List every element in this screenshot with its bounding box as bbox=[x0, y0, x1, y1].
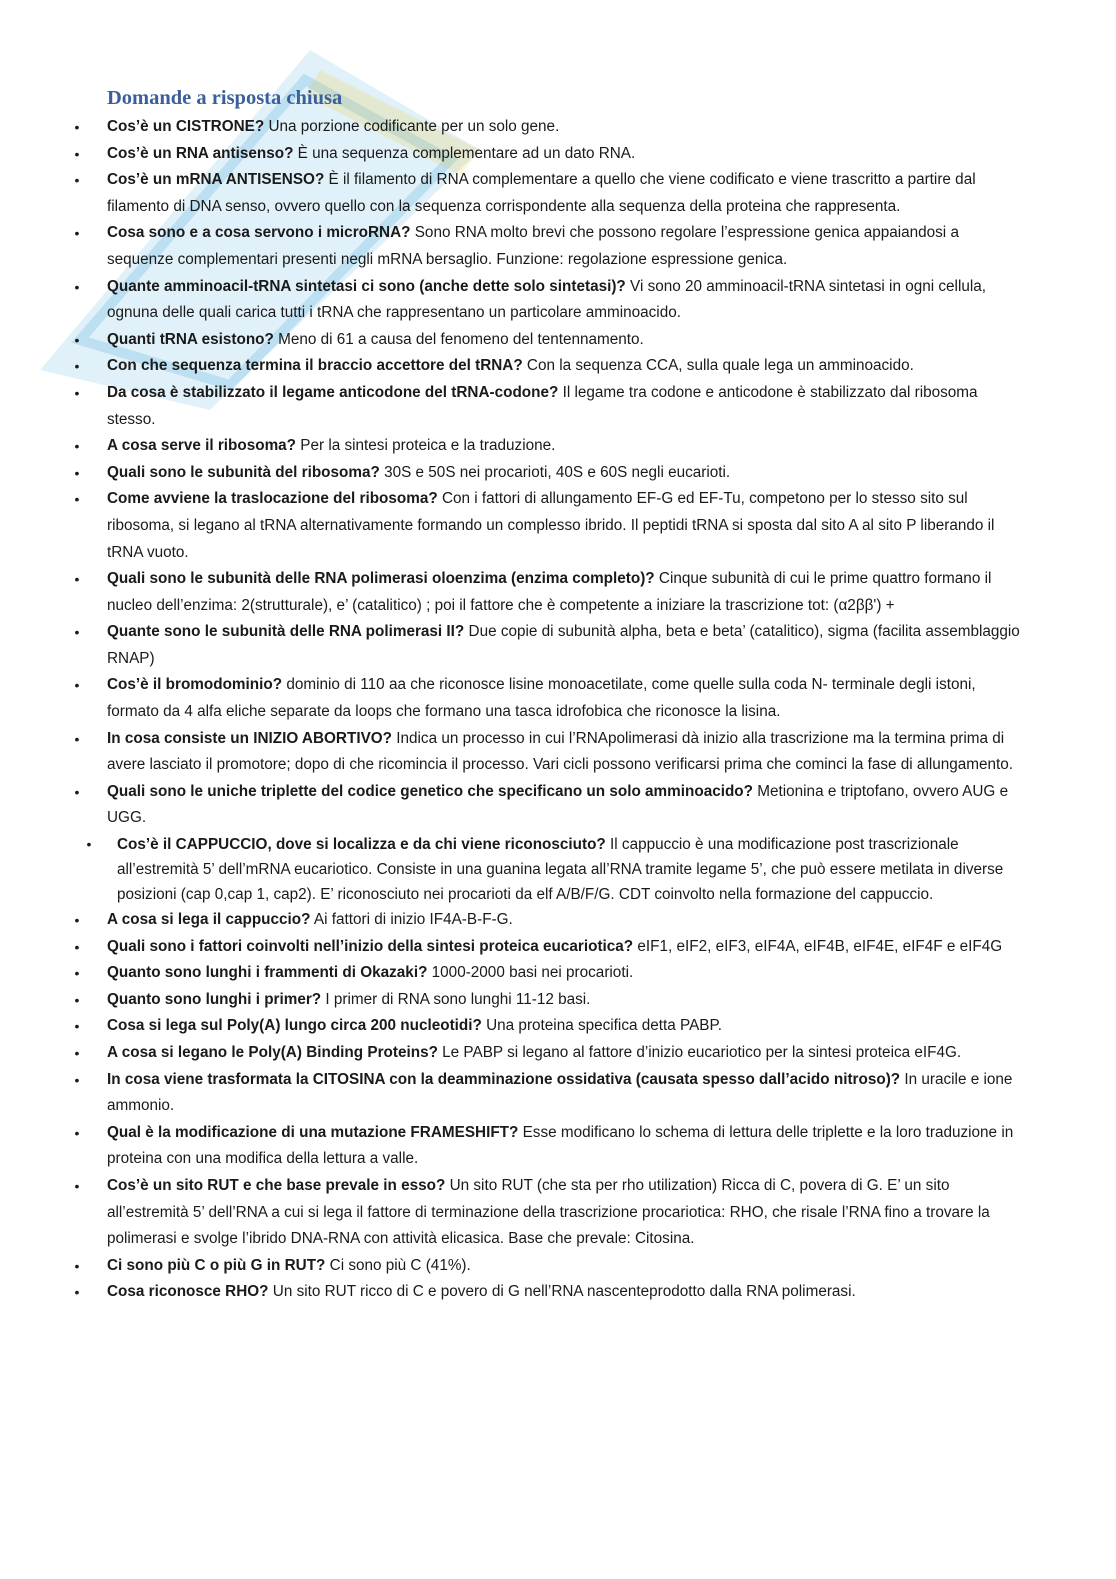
bullet-icon: • bbox=[74, 172, 80, 189]
answer-text: Due copie di subunità alpha, beta e beta’ (catalitico), sigma (facilita assemblaggio RNAP) bbox=[107, 623, 1020, 667]
bullet-icon: • bbox=[74, 1124, 80, 1141]
answer-text: Per la sintesi proteica e la traduzione. bbox=[296, 437, 556, 455]
bullet-icon: • bbox=[74, 1177, 80, 1194]
bullet-icon: • bbox=[74, 225, 80, 242]
bullet-icon: • bbox=[74, 1071, 80, 1088]
question-text: Cos’è un RNA antisenso? bbox=[107, 144, 294, 162]
question-text: Quali sono i fattori coinvolti nell’inizio della sintesi proteica eucariotica? bbox=[107, 937, 634, 955]
bullet-icon: • bbox=[74, 358, 80, 375]
question-text: Cosa sono e a cosa servono i microRNA? bbox=[107, 224, 411, 242]
question-text: In cosa viene trasformata la CITOSINA con la deamminazione ossidativa (causata spesso dall’acido nitroso)? bbox=[107, 1070, 901, 1088]
question-text: Come avviene la traslocazione del ribosoma? bbox=[107, 490, 438, 508]
question-text: Cosa riconosce RHO? bbox=[107, 1283, 269, 1301]
question-text: Cos’è un CISTRONE? bbox=[107, 118, 265, 135]
bullet-icon: • bbox=[74, 1018, 80, 1035]
question-text: Cos’è un sito RUT e che base prevale in esso? bbox=[107, 1176, 446, 1194]
qa-item bbox=[70, 353, 1020, 380]
question-text: Quali sono le subunità delle RNA polimerasi oloenzima (enzima completo)? bbox=[107, 570, 655, 588]
question-text: Da cosa è stabilizzato il legame anticodone del tRNA-codone? bbox=[107, 383, 559, 401]
answer-text: In uracile e ione ammonio. bbox=[107, 1070, 1013, 1115]
section-heading: Domande a risposta chiusa bbox=[107, 87, 343, 109]
answer-text: Esse modificano lo schema di lettura delle triplette e la loro traduzione in proteina con una modifica della lettura a valle. bbox=[107, 1123, 1014, 1168]
bullet-icon: • bbox=[74, 938, 80, 955]
qa-item bbox=[70, 486, 1020, 566]
qa-item bbox=[70, 1279, 1020, 1306]
qa-item bbox=[70, 433, 1020, 460]
bullet-icon: • bbox=[74, 1257, 80, 1274]
question-text: Cos’è il CAPPUCCIO, dove si localizza e da chi viene riconosciuto? bbox=[117, 836, 606, 854]
qa-item bbox=[70, 327, 1020, 354]
qa-item bbox=[70, 907, 1020, 934]
qa-item bbox=[70, 779, 1020, 832]
question-text: A cosa si lega il cappuccio? bbox=[107, 911, 311, 929]
bullet-icon: • bbox=[74, 331, 80, 348]
qa-item bbox=[70, 726, 1020, 779]
question-text: Cos’è un mRNA ANTISENSO? bbox=[107, 171, 325, 189]
document-page bbox=[70, 84, 1020, 1306]
bullet-icon: • bbox=[74, 991, 80, 1008]
question-text: Quali sono le subunità del ribosoma? bbox=[107, 463, 380, 481]
qa-item bbox=[70, 1067, 1020, 1120]
qa-item bbox=[70, 141, 1020, 168]
answer-text: Le PABP si legano al fattore d’inizio eucariotico per la sintesi proteica eIF4G. bbox=[437, 1044, 962, 1061]
answer-text: Con i fattori di allungamento EF-G ed EF-Tu, competono per lo stesso sito sul ribosoma, si legano al tRNA alternativamente formando un complesso ibrido. Il peptidi tRNA si sposta dal sito A al sito P liberando il tRNA vuoto. bbox=[107, 490, 995, 561]
qa-item bbox=[70, 960, 1020, 987]
qa-item bbox=[70, 274, 1020, 327]
answer-text: Un sito RUT ricco di C e povero di G nell’RNA nascenteprodotto dalla RNA polimerasi. bbox=[268, 1283, 856, 1301]
question-text: Quante amminoacil-tRNA sintetasi ci sono (anche dette solo sintetasi)? bbox=[107, 277, 626, 295]
answer-text: Sono RNA molto brevi che possono regolare l’espressione genica appaiandosi a sequenze complementari presenti negli mRNA bersaglio. Funzione: regolazione espressione genica. bbox=[107, 224, 959, 268]
answer-text: Una porzione codificante per un solo gene. bbox=[264, 118, 560, 135]
bullet-icon: • bbox=[74, 571, 80, 588]
qa-item bbox=[70, 167, 1020, 220]
answer-text: Un sito RUT (che sta per rho utilization) Ricca di C, povera di G. E’ un sito all’estremità 5’ dell’RNA a cui si lega il fattore di terminazione della trascrizione procariotica: RHO, che risale l’RNA fino a trovare la polimerasi e svolge l’ibrido DNA-RNA con attività elicasica. Base che prevale: Citosina. bbox=[107, 1176, 990, 1248]
bullet-icon: • bbox=[74, 1284, 80, 1301]
qa-item bbox=[70, 1040, 1020, 1067]
question-text: Quante sono le subunità delle RNA polimerasi II? bbox=[107, 623, 465, 641]
question-text: In cosa consiste un INIZIO ABORTIVO? bbox=[107, 729, 393, 747]
answer-text: Indica un processo in cui l’RNApolimerasi dà inizio alla trascrizione ma la termina prima di avere lasciato il promotore; dopo di che ricomincia il processo. Vari cicli possono verificarsi prima che cominci la fase di allungamento. bbox=[107, 729, 1014, 774]
bullet-icon: • bbox=[74, 624, 80, 641]
question-text: Cos’è il bromodominio? bbox=[107, 676, 283, 694]
answer-text: È il filamento di RNA complementare a quello che viene codificato e viene trascritto a partire dal filamento di DNA senso, ovvero quello con la sequenza corrispondente alla sequenza della proteina che rappresenta. bbox=[107, 171, 976, 215]
bullet-icon: • bbox=[74, 119, 80, 135]
answer-text: 30S e 50S nei procarioti, 40S e 60S negli eucarioti. bbox=[379, 463, 731, 481]
answer-text: Il cappuccio è una modificazione post trascrizionale all’estremità 5’ dell’mRNA eucariotico. Consiste in una guanina legata all’RNA tramite legame 5’, che può essere metilata in diverse posizioni (cap 0,cap 1, cap2). E’ riconosciuto nei procarioti da elf A/B/F/G. CDT coinvolto nella formazione del cappuccio. bbox=[117, 836, 1004, 904]
qa-item bbox=[70, 566, 1020, 619]
bullet-icon: • bbox=[74, 491, 80, 508]
bullet-icon: • bbox=[74, 730, 80, 747]
answer-text: Ci sono più C (41%). bbox=[325, 1256, 471, 1274]
question-text: A cosa si legano le Poly(A) Binding Proteins? bbox=[107, 1044, 438, 1061]
bullet-icon: • bbox=[74, 783, 80, 800]
answer-text: Meno di 61 a causa del fenomeno del tentennamento. bbox=[273, 330, 644, 348]
bullet-icon: • bbox=[86, 836, 92, 853]
answer-text: Vi sono 20 amminoacil-tRNA sintetasi in ogni cellula, ognuna delle quali carica tutti i tRNA che rappresentano un particolare amminoacido. bbox=[107, 277, 987, 322]
bullet-icon: • bbox=[74, 438, 80, 455]
question-text: Quali sono le uniche triplette del codice genetico che specificano un solo amminoacido? bbox=[107, 782, 753, 800]
qa-item bbox=[70, 114, 1020, 141]
qa-item bbox=[70, 1013, 1020, 1040]
answer-text: È una sequenza complementare ad un dato RNA. bbox=[293, 144, 636, 162]
bullet-icon: • bbox=[74, 464, 80, 481]
question-text: A cosa serve il ribosoma? bbox=[107, 437, 297, 455]
question-text: Ci sono più C o più G in RUT? bbox=[107, 1256, 326, 1274]
question-text: Qual è la modificazione di una mutazione FRAMESHIFT? bbox=[107, 1123, 519, 1141]
answer-text: Cinque subunità di cui le prime quattro formano il nucleo dell’enzima: 2(strutturale), e’ (catalitico) ; poi il fattore che è competente a iniziare la trascrizione tot: (α2ββ') + bbox=[107, 570, 992, 614]
answer-text: 1000-2000 basi nei procarioti. bbox=[427, 964, 634, 982]
qa-item bbox=[70, 1253, 1020, 1280]
bullet-icon: • bbox=[74, 965, 80, 982]
answer-text: eIF1, eIF2, eIF3, eIF4A, eIF4B, eIF4E, eIF4F e eIF4G bbox=[633, 937, 1003, 955]
bullet-icon: • bbox=[74, 1045, 80, 1061]
bullet-icon: • bbox=[74, 384, 80, 401]
answer-text: I primer di RNA sono lunghi 11-12 basi. bbox=[321, 990, 591, 1008]
qa-item bbox=[70, 987, 1020, 1014]
qa-item bbox=[70, 220, 1020, 273]
qa-list bbox=[70, 114, 1020, 1306]
question-text: Quanto sono lunghi i frammenti di Okazaki? bbox=[107, 964, 428, 982]
question-text: Quanti tRNA esistono? bbox=[107, 330, 274, 348]
qa-item bbox=[70, 619, 1020, 672]
question-text: Con che sequenza termina il braccio accettore del tRNA? bbox=[107, 357, 523, 375]
bullet-icon: • bbox=[74, 278, 80, 295]
question-text: Quanto sono lunghi i primer? bbox=[107, 990, 322, 1008]
qa-item bbox=[70, 460, 1020, 487]
qa-item bbox=[70, 934, 1020, 961]
bullet-icon: • bbox=[74, 145, 80, 162]
qa-item bbox=[70, 1173, 1020, 1253]
answer-text: Metionina e triptofano, ovvero AUG e UGG. bbox=[107, 782, 1009, 827]
question-text: Cosa si lega sul Poly(A) lungo circa 200 nucleotidi? bbox=[107, 1017, 482, 1035]
bullet-icon: • bbox=[74, 677, 80, 694]
qa-item bbox=[70, 832, 1020, 907]
answer-text: Ai fattori di inizio IF4A-B-F-G. bbox=[310, 911, 513, 929]
answer-text: Con la sequenza CCA, sulla quale lega un amminoacido. bbox=[522, 357, 914, 375]
qa-item bbox=[70, 672, 1020, 725]
answer-text: Una proteina specifica detta PABP. bbox=[481, 1017, 722, 1035]
qa-item bbox=[70, 380, 1020, 433]
answer-text: Il legame tra codone e anticodone è stabilizzato dal ribosoma stesso. bbox=[107, 383, 978, 428]
bullet-icon: • bbox=[74, 912, 80, 929]
qa-item bbox=[70, 1120, 1020, 1173]
answer-text: dominio di 110 aa che riconosce lisine monoacetilate, come quelle sulla coda N- terminale degli istoni, formato da 4 alfa eliche separate da loops che formano una tasca idrofobica che riconosce la lisina. bbox=[107, 676, 976, 721]
